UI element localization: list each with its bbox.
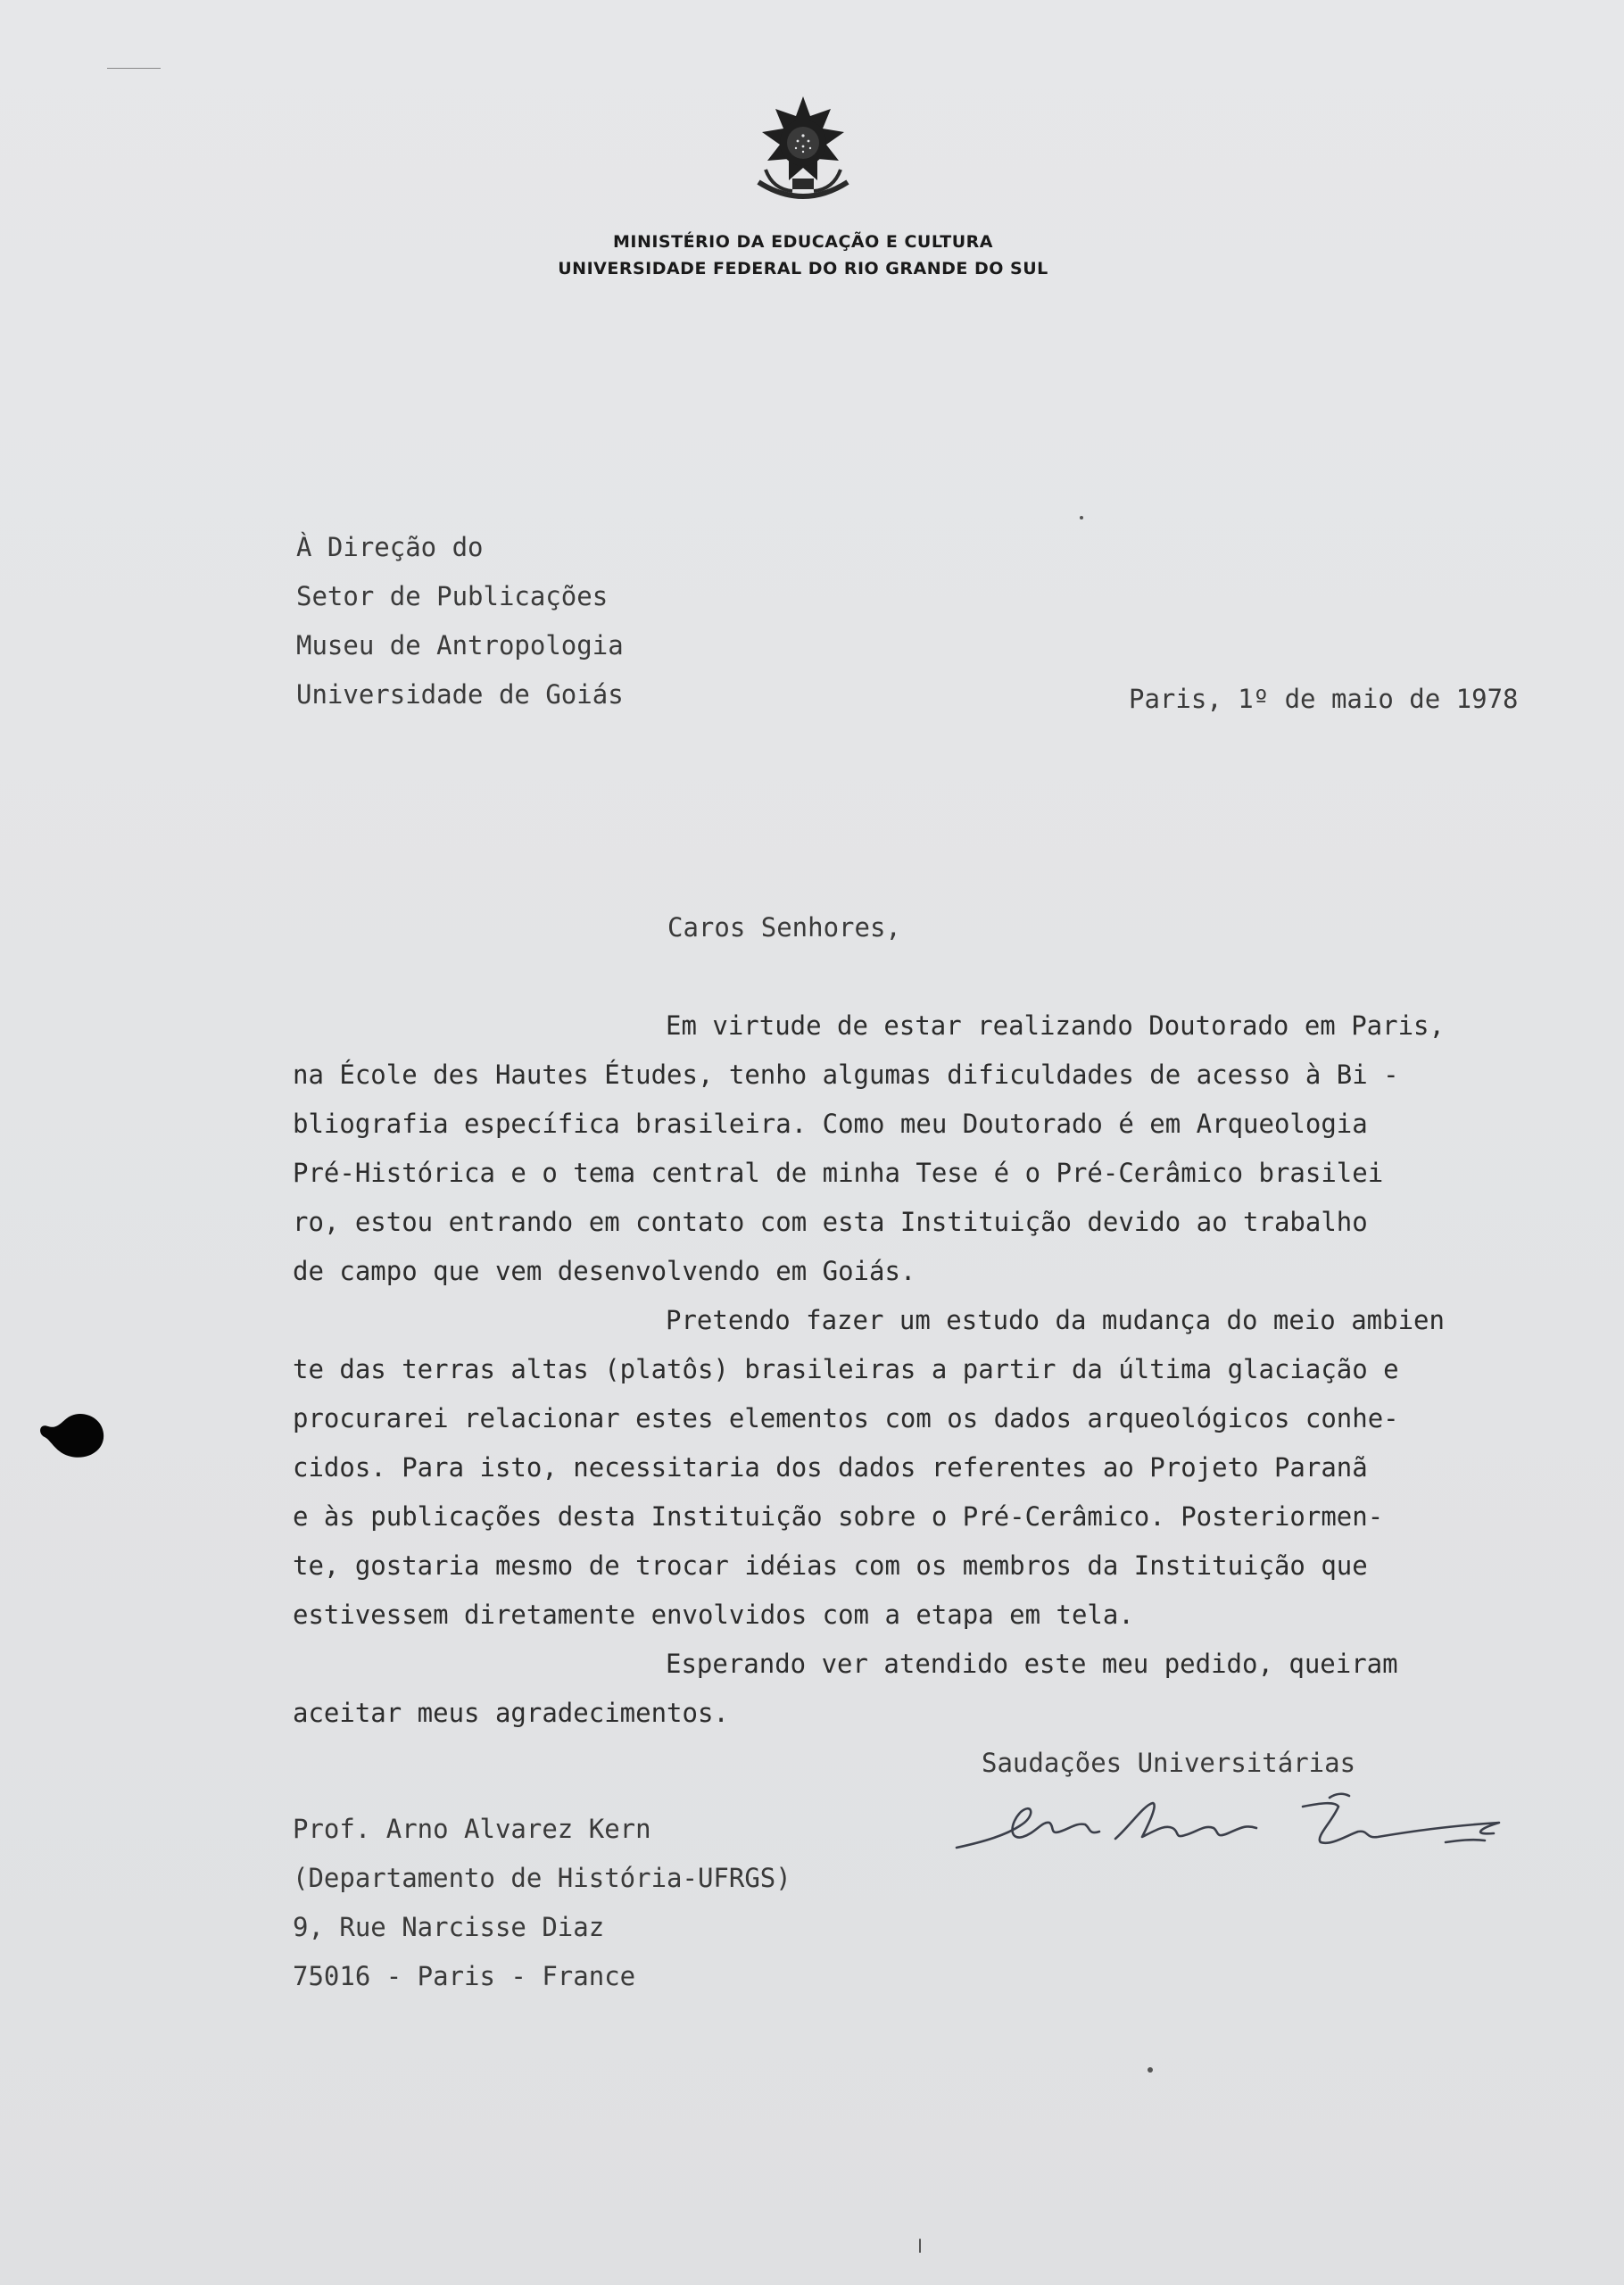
recipient-line: Setor de Publicações [296,581,609,611]
brazil-coat-of-arms-icon [746,93,860,218]
body-line: Esperando ver atendido este meu pedido, queiram [666,1649,1398,1679]
body-line: procurarei relacionar estes elementos com os dados arqueológicos conhe- [293,1403,1399,1433]
body-line: e às publicações desta Instituição sobre o Pré-Cerâmico. Posteriormen- [293,1501,1384,1532]
body-line: bliografia específica brasileira. Como meu Doutorado é em Arqueologia [293,1109,1368,1139]
sender-name: Prof. Arno Alvarez Kern [293,1814,651,1844]
letter-date: Paris, 1º de maio de 1978 [1129,684,1519,714]
letterhead-university: UNIVERSIDADE FEDERAL DO RIO GRANDE DO SUL [558,259,1048,278]
body-line: Pretendo fazer um estudo da mudança do meio ambien [666,1305,1445,1335]
body-line: te das terras altas (platôs) brasileiras a partir da última glaciação e [293,1354,1399,1384]
salutation: Caros Senhores, [667,912,901,943]
recipient-line: Universidade de Goiás [296,679,624,710]
ink-blot [36,1407,111,1460]
body-line: na École des Hautes Études, tenho algumas dificuldades de acesso à Bi - [293,1059,1399,1090]
paper-speck [1080,516,1083,519]
recipient-line: Museu de Antropologia [296,630,624,661]
letterhead-ministry: MINISTÉRIO DA EDUCAÇÃO E CULTURA [612,232,994,252]
paper-speck [919,2239,921,2253]
body-line: Pré-Histórica e o tema central de minha Tese é o Pré-Cerâmico brasilei [293,1158,1384,1188]
paper-speck [107,68,161,69]
sender-line: (Departamento de História-UFRGS) [293,1863,791,1893]
closing-line: Saudações Universitárias [982,1748,1356,1778]
body-line: Em virtude de estar realizando Doutorado em Paris, [666,1010,1445,1041]
paper-speck [1148,2067,1153,2073]
body-line: ro, estou entrando em contato com esta Instituição devido ao trabalho [293,1207,1368,1237]
body-line: aceitar meus agradecimentos. [293,1698,729,1728]
body-line: estivessem diretamente envolvidos com a etapa em tela. [293,1600,1134,1630]
sender-line: 75016 - Paris - France [293,1961,636,1991]
body-line: te, gostaria mesmo de trocar idéias com os membros da Instituição que [293,1550,1368,1581]
recipient-line: À Direção do [296,532,484,562]
handwritten-signature [946,1776,1553,1874]
body-line: de campo que vem desenvolvendo em Goiás. [293,1256,916,1286]
sender-line: 9, Rue Narcisse Diaz [293,1912,605,1942]
body-line: cidos. Para isto, necessitaria dos dados referentes ao Projeto Paranã [293,1452,1368,1483]
